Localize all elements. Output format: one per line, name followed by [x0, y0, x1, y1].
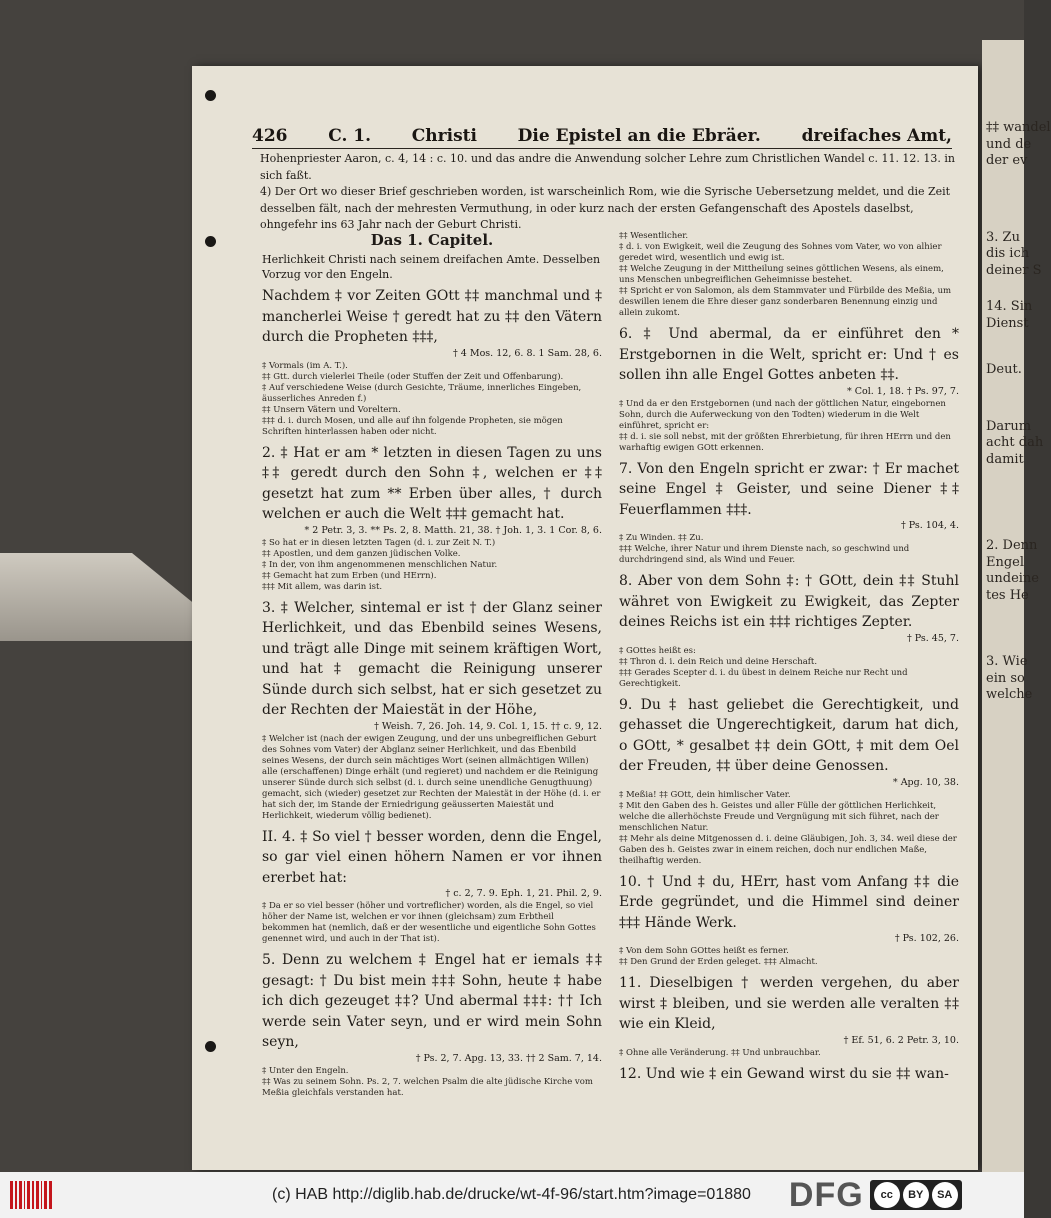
footnotes [262, 1066, 602, 1099]
footnote: ‡ In der, von ihm angenommenen menschlichen Natur. [262, 559, 498, 570]
footnote: ‡ Mit den Gaben des h. Geistes und aller Fülle der göttlichen Herlichkeit, welche die allerhöchste Freude und Vergnügung mit sich führet, nach der menschlichen Natur. [619, 800, 939, 833]
footnote: ‡‡ Gemacht hat zum Erben (und HErrn). [262, 570, 437, 581]
page-number: 426 [252, 126, 288, 146]
footnote: ‡ Meßia! ‡‡ GOtt, dein himlischer Vater. [619, 789, 791, 800]
footnote: ‡‡‡ Welche, ihrer Natur und ihrem Dienste nach, so geschwind und durchdringend sind, als Wind und Feuer. [619, 544, 910, 565]
fragment-line: acht dah [986, 435, 1044, 450]
binding-hole [205, 236, 216, 247]
footnote: ‡ Von dem Sohn GOttes heißt es ferner. [619, 946, 789, 956]
footnotes [262, 538, 602, 593]
verse-reference: † Ef. 51, 6. 2 Petr. 3, 10. [843, 1034, 959, 1046]
footnote: ‡ Zu Winden. ‡‡ Zu. [619, 533, 704, 543]
hab-barcode-logo [10, 1181, 52, 1209]
verse-reference: † c. 2, 7. 9. Eph. 1, 21. Phil. 2, 9. [445, 888, 602, 899]
fragment-line: Deut. [986, 362, 1022, 377]
credit-link[interactable]: (c) HAB http://diglib.hab.de/drucke/wt-4f-96/start.htm?image=01880 [272, 1186, 751, 1203]
binding-hole [205, 90, 216, 101]
verse-10: 10. † Und ‡ du, HErr, hast vom Anfang ‡‡ die Erde gegründet, und die Himmel sind deiner ‡‡‡ Hände Werk. [619, 873, 959, 931]
footnotes [619, 790, 959, 867]
verse-2: 2. ‡ Hat er am * letzten in diesen Tagen zu uns ‡‡ geredt durch den Sohn ‡, welchen er ‡‡ gesetzt hat zum ** Erben über alles, † durch welchen er auch die Welt ‡‡‡ gemacht hat. [262, 444, 602, 522]
footnote: ‡ GOttes heißt es: [619, 645, 696, 656]
footnote: ‡‡ Was zu seinem Sohn. Ps. 2, 7. welchen Psalm die alte jüdische Kirche vom Meßia gleichfals verstanden hat. [262, 1076, 593, 1098]
by-icon: BY [903, 1182, 929, 1208]
footnote: ‡‡ Unsern Vätern und Voreltern. [262, 404, 401, 415]
verse-reference: * 2 Petr. 3, 3. ** Ps. 2, 8. Matth. 21, 38. † Joh. 1, 3. 1 Cor. 8, 6. [304, 524, 602, 536]
fragment-line: dis ich [986, 246, 1030, 261]
verse-9: 9. Du ‡ hast geliebet die Gerechtigkeit, und gehasset die Ungerechtigkeit, darum hat dich, o GOtt, * gesalbet ‡‡ dein GOtt, ‡ mit dem Oel der Freuden, ‡‡ über deine Genossen. [619, 696, 959, 774]
verse-5: 5. Denn zu welchem ‡ Engel hat er iemals ‡‡ gesagt: † Du bist mein ‡‡‡ Sohn, heute ‡ habe ich dich gezeuget ‡‡? Und abermal ‡‡‡: †† Ich werde sein Vater seyn, und er wird mein Sohn seyn, [262, 952, 602, 1050]
footnote: ‡‡‡ d. i. durch Mosen, und alle auf ihn folgende Propheten, sie mögen Schriften hinterlassen haben oder nicht. [262, 415, 563, 437]
fragment-line: Engel [986, 554, 1025, 570]
fragment-line: Dienst [986, 315, 1029, 331]
fragment-line: undeine [986, 571, 1039, 586]
footnotes [619, 1048, 959, 1059]
footnote: ‡‡‡ Mit allem, was darin ist. [262, 581, 383, 592]
footnotes [619, 946, 959, 968]
fragment-line: Darum [986, 418, 1032, 434]
cc-license-badge[interactable] [870, 1180, 962, 1210]
chapter-summary: Herlichkeit Christi nach seinem dreifachen Amte. Desselben Vorzug vor den Engeln. [262, 253, 601, 281]
head-right-word: dreifaches Amt, [801, 126, 952, 146]
verse-reference: † Ps. 104, 4. [900, 520, 959, 531]
fragment-line: 3. Zu [986, 229, 1020, 245]
scanned-page [192, 66, 978, 1170]
verse-1: Nachdem ‡ vor Zeiten GOtt ‡‡ manchmal und ‡ mancherlei Weise † geredt hat zu ‡‡ den Vätern durch die Propheten ‡‡‡, [262, 288, 602, 345]
footnote: ‡‡ Welche Zeugung in der Mittheilung seines göttlichen Wesens, als einem, uns Menschen unbegreiflichen Geheimnisse bestehet. [619, 264, 944, 285]
footnote: ‡ Welcher ist (nach der ewigen Zeugung, und der uns unbegreiflichen Geburt des Sohnes vom Vater) der Abglanz seiner Herlichkeit, und das Ebenbild seines Wesens, der durch sein mächtiges Wort (seinen allmächtigen Willen) alle (erschaffenen) Dinge erhält (und regieret) und nachdem er die Reinigung unserer Sünde durch sich selbst (d. i. durch seine unendliche Genugthuung) gemacht, sich (wieder) gesetzet zur Rechten der Maiestät in der Höhe (d. i. er hat sich der, im Stande der Erniedrigung geäusserten Maiestät und Herlichkeit, wiederum völlig bedienet). [262, 733, 601, 821]
fragment-line: tes He [986, 587, 1029, 603]
footnotes [262, 361, 602, 438]
footnote: ‡‡ Spricht er von Salomon, als dem Stammvater und Fürbilde des Meßia, um deswillen ienem die Ehre dieser ganz sonderbaren Benennung einzig und allein zukomt. [619, 286, 952, 318]
fragment-line: 14. Sin [986, 299, 1033, 314]
right-column [619, 231, 959, 1084]
intro-line: Hohenpriester Aaron, c. 4, 14 : c. 10. und das andre die Anwendung solcher Lehre zum Christlichen Wandel c. 11. 12. 13. in sich faßt. [260, 152, 956, 182]
footnote: ‡‡ Den Grund der Erden geleget. ‡‡‡ Almacht. [619, 957, 818, 967]
verse-reference: † Ps. 2, 7. Apg. 13, 33. †† 2 Sam. 7, 14. [415, 1052, 602, 1064]
cc-icon: cc [874, 1182, 900, 1208]
verse-reference: † Ps. 102, 26. [894, 933, 959, 944]
sa-icon: SA [932, 1182, 958, 1208]
adjacent-page-edge [982, 40, 1051, 1172]
fragment-line: ‡‡ wandel [986, 120, 1051, 135]
left-column [262, 231, 602, 1104]
chapter-heading: Das 1. Capitel. [370, 231, 494, 249]
intro-text [260, 151, 960, 234]
binding-hole [205, 1041, 216, 1052]
fragment-line: und de [986, 136, 1032, 152]
footnotes [619, 533, 959, 566]
footnote: ‡‡ Wesentlicher. [619, 231, 689, 241]
footnote: ‡ Auf verschiedene Weise (durch Gesichte, Träume, innerliches Eingeben, äusserliches Anreden f.) [262, 382, 582, 404]
footer-bar [0, 1172, 1024, 1218]
footnote: ‡ Ohne alle Veränderung. ‡‡ Und unbrauchbar. [619, 1047, 821, 1058]
footnote: ‡ Vormals (im A. T.). [262, 360, 348, 371]
footnotes [619, 646, 959, 690]
verse-reference: † 4 Mos. 12, 6. 8. 1 Sam. 28, 6. [453, 347, 602, 359]
footnote: ‡‡‡ Gerades Scepter d. i. du übest in deinem Reiche nur Recht und Gerechtigkeit. [619, 667, 908, 689]
footnotes [619, 231, 959, 319]
fragment-line: deiner S [986, 262, 1042, 278]
verse-7: 7. Von den Engeln spricht er zwar: † Er machet seine Engel ‡ Geister, und seine Diener ‡‡ Feuerflammen ‡‡‡. [619, 460, 959, 518]
footnotes [262, 901, 602, 945]
fragment-line: welche [986, 687, 1033, 702]
book-title: Die Epistel an die Ebräer. [517, 126, 761, 146]
running-head [252, 126, 952, 149]
fragment-line: 3. Wie [986, 654, 1028, 669]
verse-8: 8. Aber von dem Sohn ‡: † GOtt, dein ‡‡ Stuhl währet von Ewigkeit zu Ewigkeit, das Zepter deines Reichs ist ein ‡‡‡ richtiges Zepter. [619, 573, 959, 630]
head-left-word: Christi [411, 126, 477, 146]
footnote: ‡ d. i. von Ewigkeit, weil die Zeugung des Sohnes vom Vater, wo von alhier geredet wird, wesentlich und ewig ist. [619, 242, 942, 263]
footnote: ‡ Unter den Engeln. [262, 1065, 349, 1076]
footnote: ‡‡ Thron d. i. dein Reich und deine Herschaft. [619, 656, 818, 667]
verse-12: 12. Und wie ‡ ein Gewand wirst du sie ‡‡ wan- [619, 1065, 949, 1082]
footnote: ‡ Da er so viel besser (höher und vortreflicher) worden, als die Engel, so viel höher der Name ist, welchen er vor ihnen (gleichsam) zum Erbtheil bekommen hat (nemlich, daß er der wesentliche und eigentliche Sohn Gottes genennet wird, und auch in der That ist). [262, 901, 596, 944]
footnote: ‡‡ Apostlen, und dem ganzen jüdischen Volke. [262, 548, 461, 559]
fragment-line: der ev [986, 153, 1028, 168]
footnote: ‡‡ d. i. sie soll nebst, mit der größten Ehrerbietung, für ihren HErrn und den warhaftig ewigen GOtt erkennen. [619, 431, 951, 453]
fragment-line: 2. Denn [986, 538, 1038, 553]
fragment-line: ein so [986, 670, 1025, 686]
footnotes [619, 399, 959, 454]
verse-3: 3. ‡ Welcher, sintemal er ist † der Glanz seiner Herlichkeit, und das Ebenbild seines Wesens, und trägt alle Dinge mit seinem kräftigen Wort, und hat ‡ gemacht die Reinigung unserer Sünde durch sich selbst, hat er sich gesetzet zu der Rechten der Maiestät in der Höhe, [262, 599, 602, 718]
verse-reference: † Ps. 45, 7. [906, 632, 959, 644]
intro-line: 4) Der Ort wo dieser Brief geschrieben worden, ist warscheinlich Rom, wie die Syrische Uebersetzung meldet, und die Zeit desselben fält, nach der mehresten Vermuthung, in oder kurz nach der ersten Gefangenschaft des Apostels daselbst, ohngefehr ins 63 Jahr nach der Geburt Christi. [260, 185, 951, 231]
footnotes [262, 734, 602, 822]
verse-6: 6. ‡ Und abermal, da er einführet den * Erstgebornen in die Welt, spricht er: Und † es sollen ihn alle Engel Gottes anbeten ‡‡. [619, 326, 959, 383]
verse-reference: † Weish. 7, 26. Joh. 14, 9. Col. 1, 15. †† c. 9, 12. [374, 720, 602, 732]
verse-4: II. 4. ‡ So viel † besser worden, denn die Engel, so gar viel einen höhern Namen er vor ihnen ererbet hat: [262, 828, 602, 886]
footnote: ‡‡ Gtt. durch vielerlei Theile (oder Stuffen der Zeit und Offenbarung). [262, 371, 564, 382]
dfg-logo: DFG [788, 1175, 864, 1214]
verse-11: 11. Dieselbigen † werden vergehen, du aber wirst ‡ bleiben, und sie werden alle veralten ‡‡ wie ein Kleid, [619, 975, 959, 1032]
verse-reference: * Col. 1, 18. † Ps. 97, 7. [846, 385, 959, 397]
chapter-marker: C. 1. [328, 126, 372, 146]
verse-reference: * Apg. 10, 38. [892, 776, 959, 788]
fragment-line: damit [986, 451, 1024, 467]
footnote: ‡ Und da er den Erstgebornen (und nach der göttlichen Natur, eingebornen Sohn, durch die Auferweckung von den Todten) wiederum in die Welt einführet, spricht er: [619, 398, 946, 431]
footnote: ‡‡ Mehr als deine Mitgenossen d. i. deine Gläubigen, Joh. 3, 34. weil diese der Gaben des h. Geistes zwar in einem reichen, doch nur endlichen Maße, theilhaftig werden. [619, 833, 957, 866]
footnote: ‡ So hat er in diesen letzten Tagen (d. i. zur Zeit N. T.) [262, 537, 496, 548]
